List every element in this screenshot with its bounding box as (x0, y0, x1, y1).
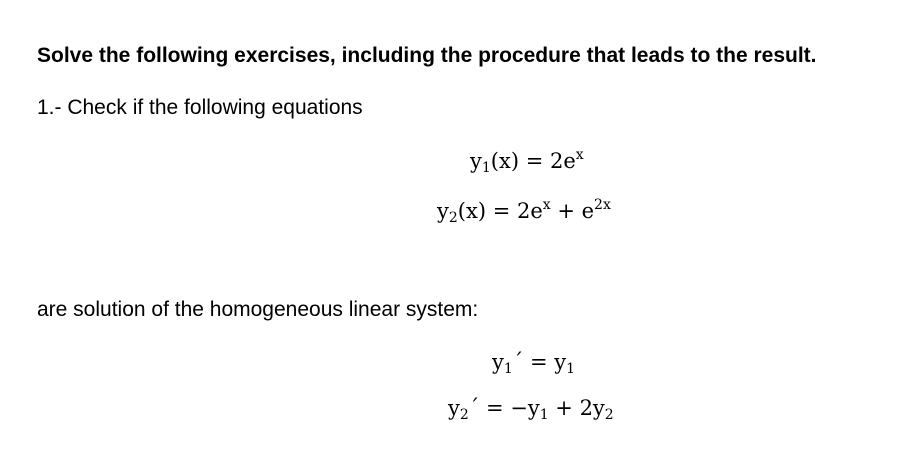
equation-y2 (437, 198, 611, 225)
eq-var: y (492, 350, 504, 374)
system-equation-1 (492, 352, 575, 376)
system-equation-2 (448, 398, 614, 422)
eq-prime: ´ (468, 396, 480, 420)
eq-var: y (470, 149, 482, 173)
eq-exponent: 2x (594, 197, 611, 213)
eq-var: y (448, 396, 460, 420)
eq-var: y (437, 199, 449, 223)
eq-rhs: = y (523, 350, 567, 374)
eq-exponent: x (575, 147, 584, 163)
equation-y1 (470, 148, 584, 175)
eq-rhs-2: + 2y (548, 396, 605, 420)
eq-subscript: 1 (566, 361, 576, 377)
instructions-heading: Solve the following exercises, including the procedure that leads to the result. (37, 44, 817, 67)
eq-subscript: 1 (481, 160, 491, 176)
system-intro: are solution of the homogeneous linear system: (37, 298, 479, 321)
eq-body: (x) = 2e (457, 199, 543, 223)
eq-prime: ´ (512, 350, 524, 374)
eq-subscript: 2 (604, 407, 614, 423)
exercise-prompt: 1.- Check if the following equations (37, 96, 363, 119)
eq-rhs: = −y (479, 396, 540, 420)
eq-exponent: x (542, 197, 551, 213)
eq-subscript: 2 (459, 407, 469, 423)
eq-subscript: 2 (448, 210, 458, 226)
eq-body-mid: + e (550, 199, 595, 223)
eq-body: (x) = 2e (490, 149, 576, 173)
eq-subscript: 1 (503, 361, 513, 377)
eq-subscript: 1 (539, 407, 549, 423)
